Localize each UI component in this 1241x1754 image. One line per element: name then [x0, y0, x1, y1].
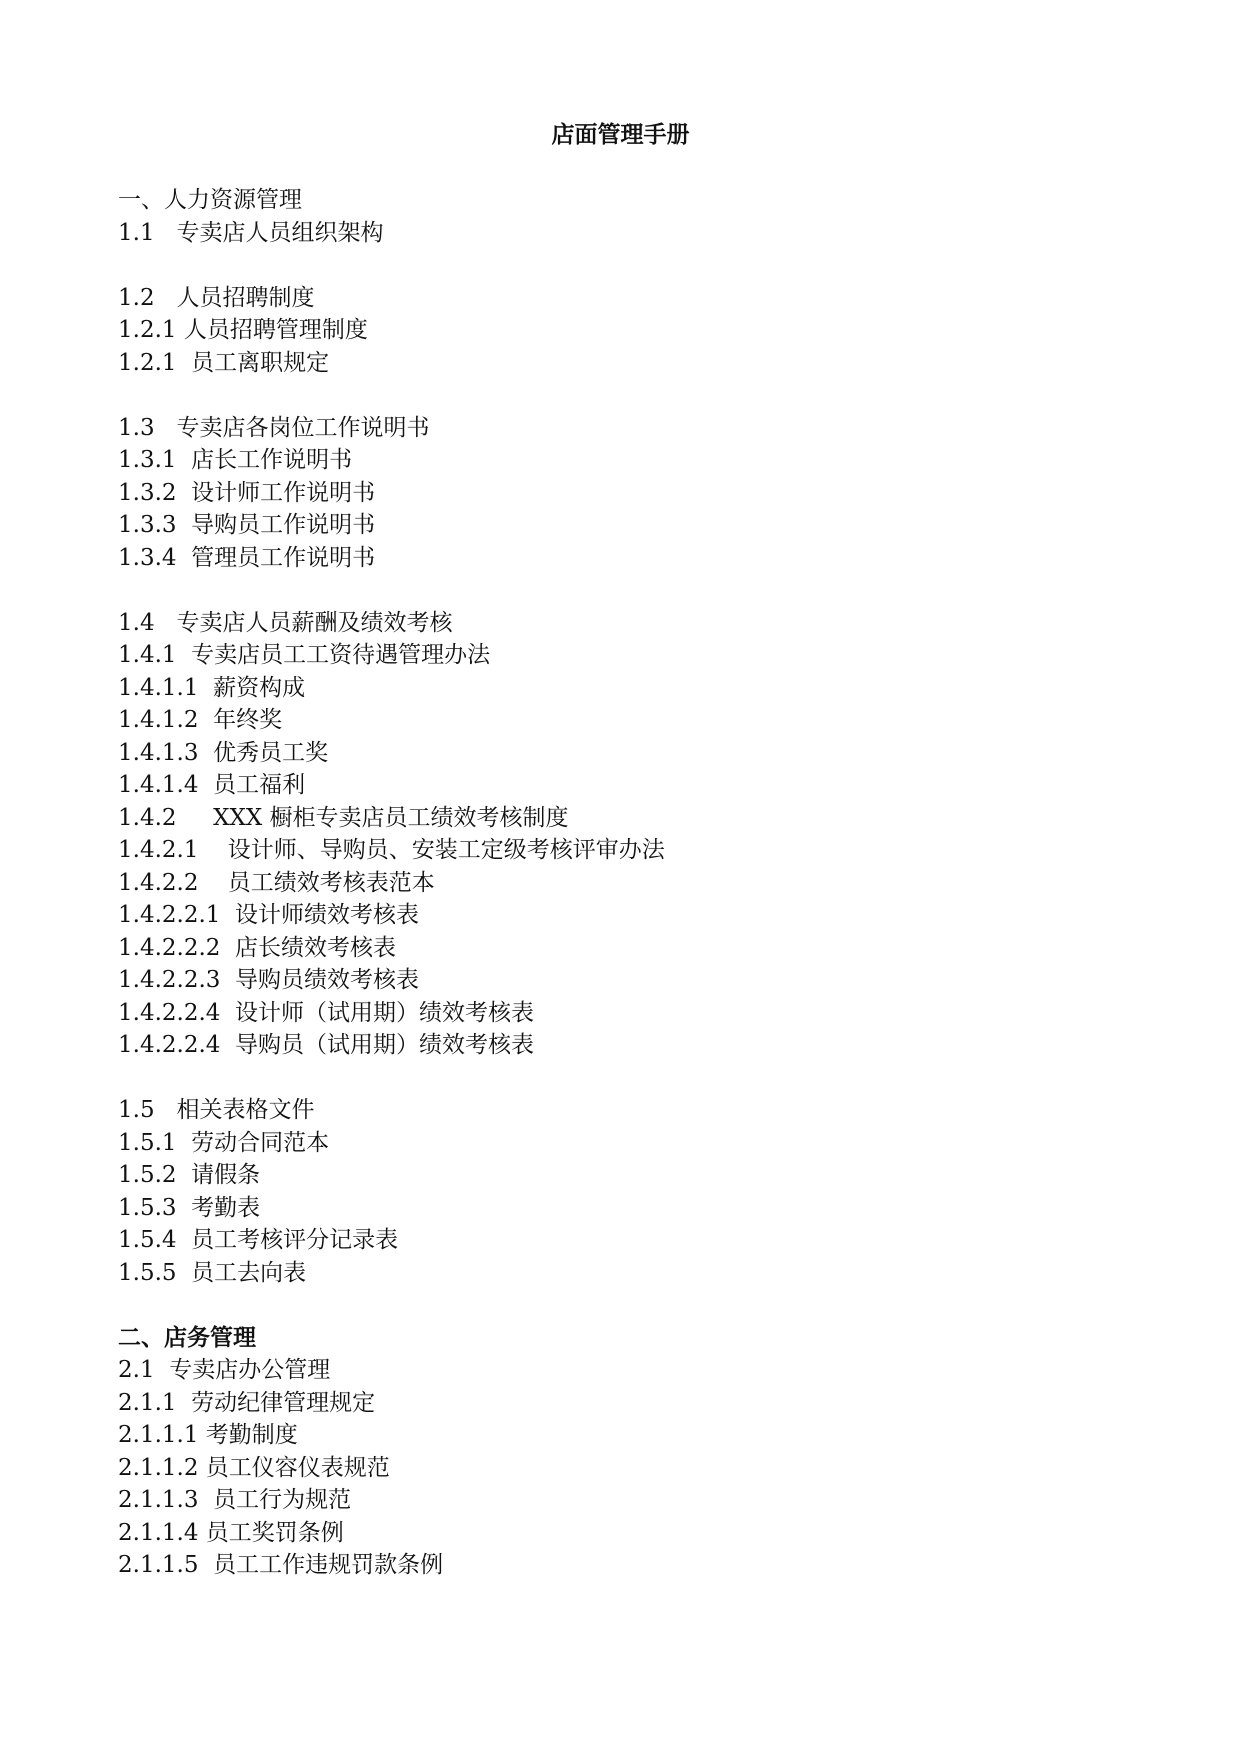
toc-entry: 1.4.2.2.4 导购员（试用期）绩效考核表	[118, 1032, 535, 1058]
toc-entry: 1.4.1.3 优秀员工奖	[118, 739, 329, 766]
toc-entry: 1.2 人员招聘制度	[118, 284, 315, 311]
section-heading: 二、店务管理	[118, 1323, 256, 1351]
toc-entry: 1.5 相关表格文件	[118, 1097, 315, 1123]
toc-entry: 一、人力资源管理	[118, 187, 302, 213]
toc-entry: 1.4.1.1 薪资构成	[118, 674, 306, 701]
document-title: 店面管理手册	[551, 121, 690, 148]
toc-entry: 2.1.1.3 员工行为规范	[118, 1487, 352, 1513]
toc-entry: 1.4 专卖店人员薪酬及绩效考核	[118, 609, 453, 636]
toc-entry: 1.5.1 劳动合同范本	[118, 1129, 330, 1156]
toc-entry: 2.1.1.5 员工工作违规罚款条例	[118, 1552, 444, 1578]
blank-line	[118, 574, 1118, 607]
toc-entry: 1.4.2 XXX 橱柜专卖店员工绩效考核制度	[118, 804, 569, 831]
toc-entry: 1.5.4 员工考核评分记录表	[118, 1227, 399, 1253]
toc-entry: 1.4.1 专卖店员工工资待遇管理办法	[118, 642, 491, 668]
toc-entry: 1.5.3 考勤表	[118, 1194, 261, 1221]
toc-entry: 2.1.1.4 员工奖罚条例	[118, 1519, 344, 1546]
blank-line	[118, 249, 1118, 282]
toc-entry: 1.2.1 员工离职规定	[118, 349, 330, 376]
toc-entry: 1.4.2.2.2 店长绩效考核表	[118, 934, 397, 961]
blank-line	[118, 1289, 1118, 1322]
toc-entry: 1.4.2.1 设计师、导购员、安装工定级考核评审办法	[118, 837, 665, 863]
toc-entry: 1.4.1.4 员工福利	[118, 772, 306, 798]
toc-entry: 1.4.2.2 员工绩效考核表范本	[118, 869, 435, 896]
toc-entry: 1.3.4 管理员工作说明书	[118, 544, 376, 571]
toc-entry: 1.2.1 人员招聘管理制度	[118, 317, 368, 343]
toc-entry: 1.3.1 店长工作说明书	[118, 447, 353, 473]
table-of-contents	[118, 184, 1118, 1582]
toc-entry: 1.1 专卖店人员组织架构	[118, 219, 384, 246]
toc-entry: 2.1 专卖店办公管理	[118, 1357, 331, 1383]
toc-entry: 1.5.2 请假条	[118, 1162, 261, 1188]
toc-entry: 1.3 专卖店各岗位工作说明书	[118, 414, 430, 441]
toc-entry: 1.5.5 员工去向表	[118, 1259, 307, 1286]
toc-entry: 1.4.2.2.3 导购员绩效考核表	[118, 967, 420, 993]
toc-entry: 1.4.2.2.4 设计师（试用期）绩效考核表	[118, 999, 535, 1026]
blank-line	[118, 1062, 1118, 1095]
toc-entry: 1.3.2 设计师工作说明书	[118, 479, 376, 506]
toc-entry: 1.4.2.2.1 设计师绩效考核表	[118, 902, 420, 928]
toc-entry: 1.4.1.2 年终奖	[118, 707, 283, 733]
toc-entry: 1.3.3 导购员工作说明书	[118, 512, 376, 538]
toc-entry: 2.1.1 劳动纪律管理规定	[118, 1389, 376, 1416]
blank-line	[118, 379, 1118, 412]
toc-entry: 2.1.1.2 员工仪容仪表规范	[118, 1454, 390, 1481]
toc-entry: 2.1.1.1 考勤制度	[118, 1422, 298, 1448]
